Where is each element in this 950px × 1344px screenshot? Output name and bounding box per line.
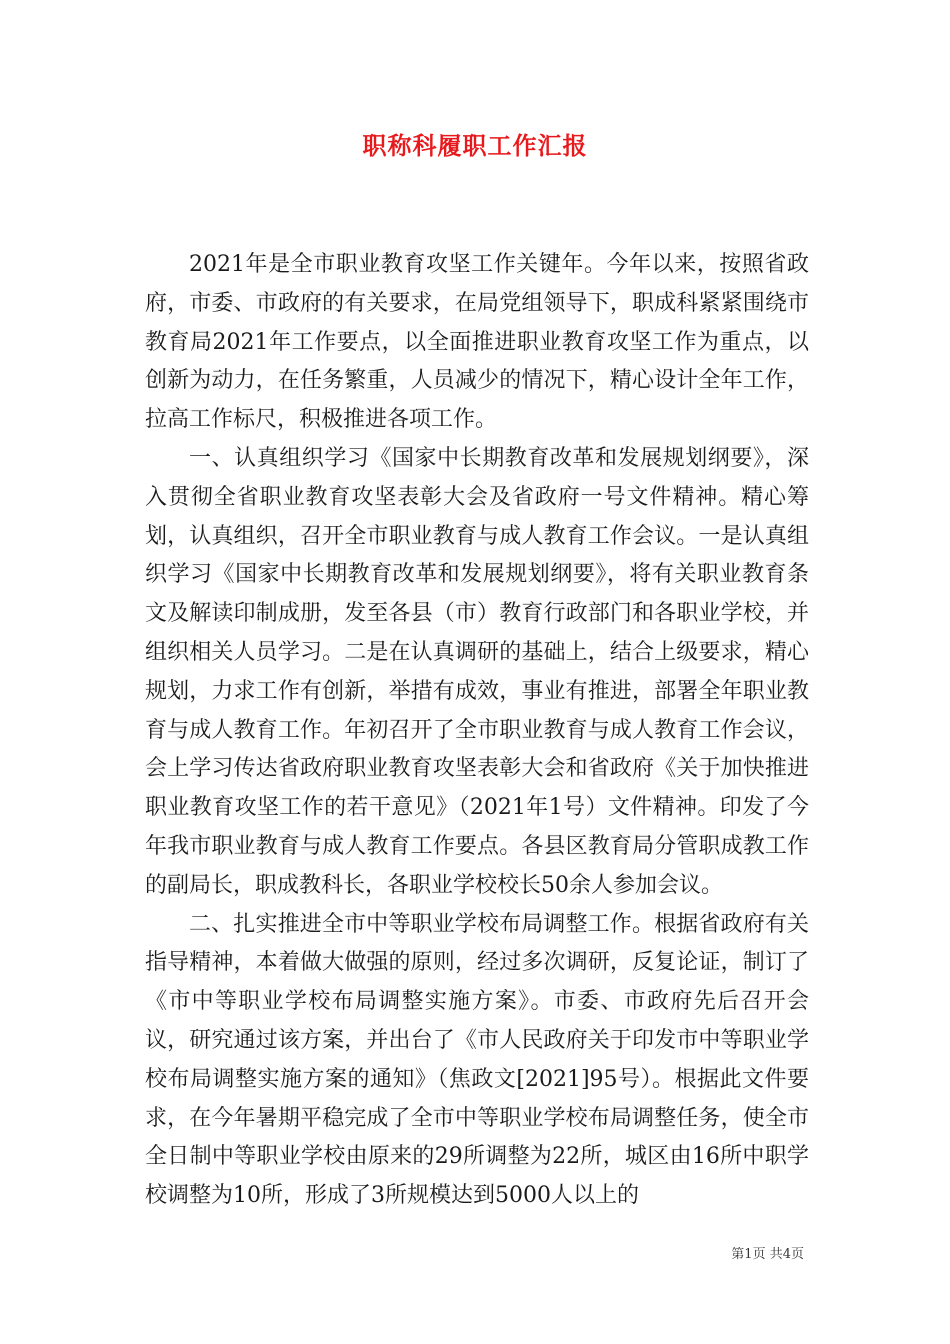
page-number-footer [731, 1246, 804, 1264]
footer-suffix: 页 [790, 1247, 804, 1262]
paragraph-intro: 2021年是全市职业教育攻坚工作关键年。今年以来，按照省政府，市委、市政府的有关要求，在局党组领导下，职成科紧紧围绕市教育局2021年工作要点，以全面推进职业教育攻坚工作为重点，以创新为动力，在任务繁重，人员减少的情况下，精心设计全年工作，拉高工作标尺，积极推进各项工作。 [145, 252, 809, 433]
paragraph-section-two: 二、扎实推进全市中等职业学校布局调整工作。根据省政府有关指导精神，本着做大做强的原则，经过多次调研，反复论证，制订了《市中等职业学校布局调整实施方案》。市委、市政府先后召开会议，研究通过该方案，并出台了《市人民政府关于印发市中等职业学校布局调整实施方案的通知》（焦政文[2021]95号）。根据此文件要求，在今年暑期平稳完成了全市中等职业学校布局调整任务，使全市全日制中等职业学校由原来的29所调整为22所，城区由16所中职学校调整为10所，形成了3所规模达到5000人以上的 [145, 911, 810, 1209]
footer-middle: 页 共 [752, 1247, 783, 1262]
footer-current-page: 1 [744, 1247, 753, 1262]
document-body [145, 246, 809, 1216]
document-title: 职称科履职工作汇报 [362, 131, 588, 160]
footer-total-pages: 4 [782, 1247, 791, 1262]
footer-prefix: 第 [731, 1247, 745, 1262]
paragraph-section-one: 一、认真组织学习《国家中长期教育改革和发展规划纲要》，深入贯彻全省职业教育攻坚表彰大会及省政府一号文件精神。精心筹划，认真组织，召开全市职业教育与成人教育工作会议。一是认真组织学习《国家中长期教育改革和发展规划纲要》，将有关职业教育条文及解读印制成册，发至各县（市）教育行政部门和各职业学校，并组织相关人员学习。二是在认真调研的基础上，结合上级要求，精心规划，力求工作有创新，举措有成效，事业有推进，部署全年职业教育与成人教育工作。年初召开了全市职业教育与成人教育工作会议，会上学习传达省政府职业教育攻坚表彰大会和省政府《关于加快推进职业教育攻坚工作的若干意见》（2021年1号）文件精神。印发了今年我市职业教育与成人教育工作要点。各县区教育局分管职成教工作的副局长，职成教科长，各职业学校校长50余人参加会议。 [145, 445, 809, 898]
